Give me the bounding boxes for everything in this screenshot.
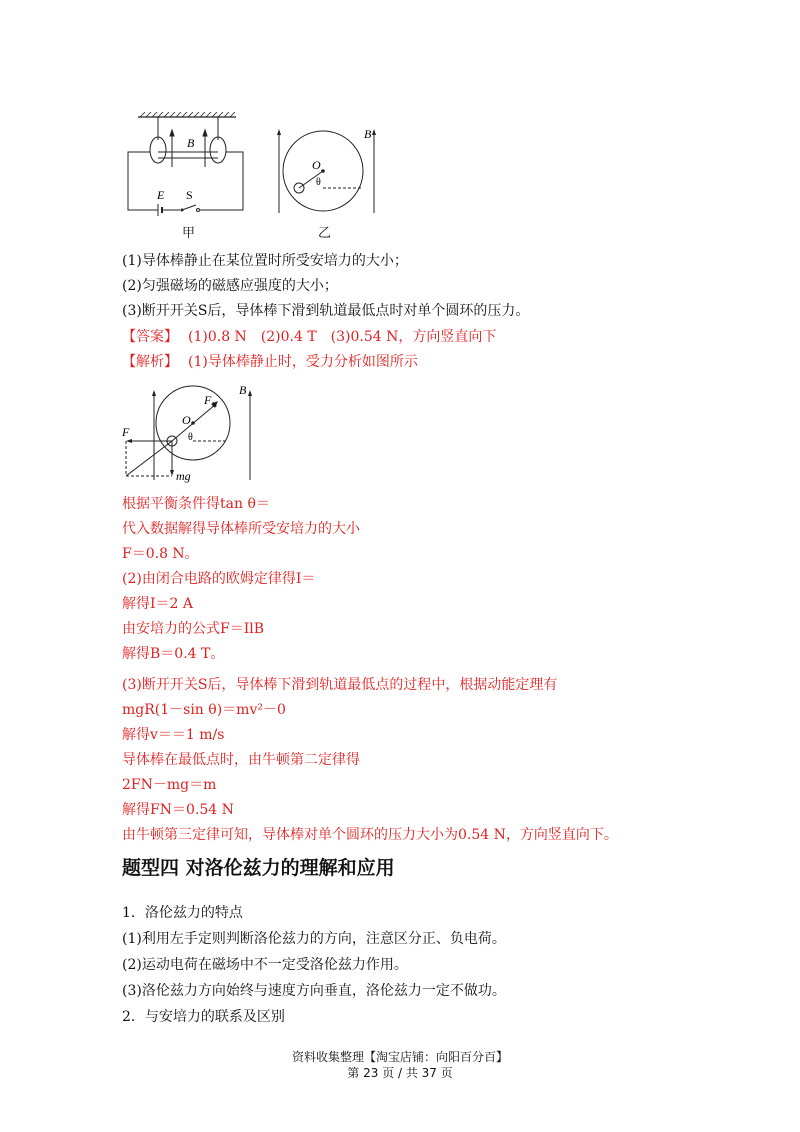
solution-line-2: 代入数据解得导体棒所受安培力的大小 bbox=[122, 521, 360, 537]
analysis-line bbox=[122, 352, 418, 372]
label-b: B bbox=[239, 383, 247, 397]
label-o: O bbox=[182, 413, 191, 427]
solution-line-14: 由牛顿第三定律可知，导体棒对单个圆环的压力大小为0.54 N，方向竖直向下。 bbox=[122, 827, 618, 843]
solution-line-3: F＝0.8 N。 bbox=[122, 546, 199, 562]
label-theta: θ bbox=[316, 177, 321, 188]
label-f: F bbox=[122, 425, 130, 439]
label-e: E bbox=[157, 188, 165, 202]
question-1: (1)导体棒静止在某位置时所受安培力的大小； bbox=[122, 253, 408, 269]
label-b: B bbox=[187, 136, 195, 150]
label-theta: θ bbox=[188, 432, 193, 443]
solution-line-12: 2FN－mg＝m bbox=[122, 777, 217, 793]
question-3: (3)断开开关S后，导体棒下滑到轨道最低点时对单个圆环的压力。 bbox=[122, 303, 530, 319]
body-line-4: (3)洛伦兹力方向始终与速度方向垂直，洛伦兹力一定不做功。 bbox=[122, 983, 506, 999]
footer-source: 资料收集整理【淘宝店铺：向阳百分百】 bbox=[291, 1050, 508, 1064]
body-line-5: 2．与安培力的联系及区别 bbox=[122, 1009, 285, 1025]
label-s: S bbox=[186, 188, 193, 202]
answer-tag: 【答案】 bbox=[122, 329, 178, 345]
body-line-2: (1)利用左手定则判断洛伦兹力的方向，注意区分正、负电荷。 bbox=[122, 931, 506, 947]
solution-line-7: 解得B＝0.4 T。 bbox=[122, 646, 225, 662]
solution-line-1: 根据平衡条件得tan θ＝ bbox=[122, 496, 270, 512]
answer-text: (1)0.8 N (2)0.4 T (3)0.54 N，方向竖直向下 bbox=[188, 329, 497, 345]
footer-page-number: 第 23 页 / 共 37 页 bbox=[347, 1066, 453, 1080]
solution-line-4: (2)由闭合电路的欧姆定律得I＝ bbox=[122, 571, 316, 587]
answer-line bbox=[122, 327, 496, 347]
analysis-tag: 【解析】 bbox=[122, 354, 178, 370]
label-b: B bbox=[364, 127, 372, 141]
figure-circle-yi bbox=[270, 125, 390, 215]
solution-line-8: (3)断开开关S后，导体棒下滑到轨道最低点的过程中，根据动能定理有 bbox=[122, 677, 558, 693]
solution-line-10: 解得v＝＝1 m/s bbox=[122, 727, 225, 743]
body-line-3: (2)运动电荷在磁场中不一定受洛伦兹力作用。 bbox=[122, 957, 408, 973]
section-heading: 题型四 对洛伦兹力的理解和应用 bbox=[122, 857, 395, 879]
figure-caption-yi: 乙 bbox=[318, 226, 332, 241]
solution-line-11: 导体棒在最低点时，由牛顿第二定律得 bbox=[122, 752, 360, 768]
label-mg: mg bbox=[176, 469, 191, 483]
analysis-text: (1)导体棒静止时，受力分析如图所示 bbox=[188, 354, 418, 370]
label-fn: F bbox=[204, 393, 212, 407]
solution-line-5: 解得I＝2 A bbox=[122, 596, 193, 612]
figure-force-analysis bbox=[118, 380, 268, 485]
solution-line-13: 解得FN＝0.54 N bbox=[122, 802, 234, 818]
question-2: (2)匀强磁场的磁感应强度的大小； bbox=[122, 278, 338, 294]
label-fn-sub: N bbox=[212, 401, 218, 409]
solution-line-9: mgR(1－sin θ)＝mv²－0 bbox=[122, 702, 286, 718]
figure-caption-jia: 甲 bbox=[182, 226, 196, 241]
label-o: O bbox=[312, 158, 321, 172]
solution-line-6: 由安培力的公式F＝IlB bbox=[122, 621, 265, 637]
body-line-1: 1．洛伦兹力的特点 bbox=[122, 905, 243, 921]
